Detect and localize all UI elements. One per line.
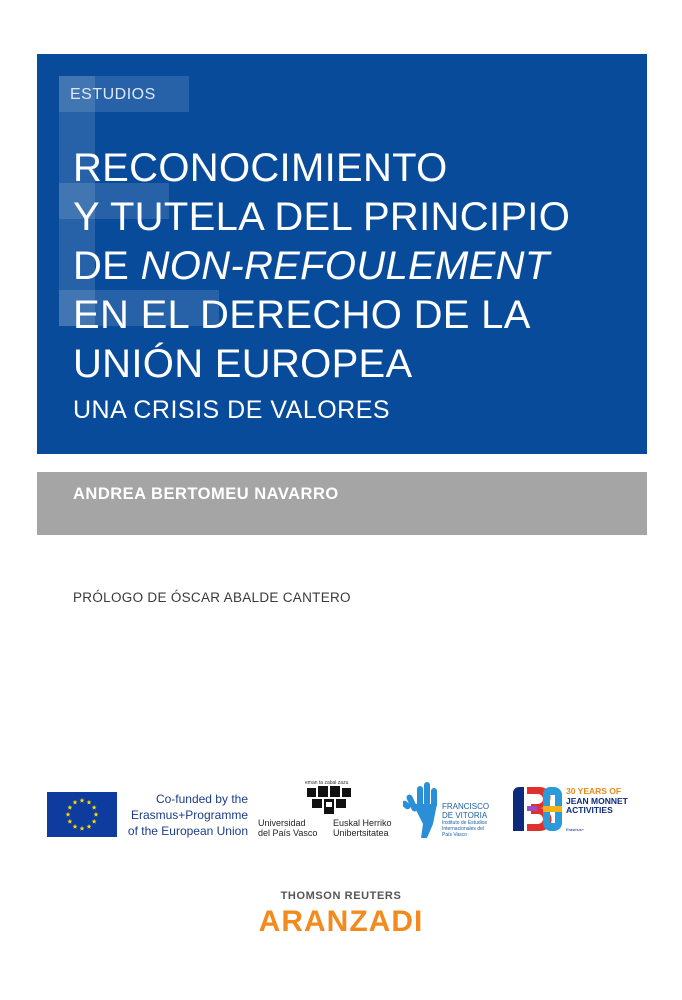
jm-line-3: ACTIVITIES [566, 805, 613, 815]
upv-eu-line-1: Euskal Herriko [333, 818, 392, 828]
upv-es-line-2: del País Vasco [258, 828, 318, 838]
jm-line-2: JEAN MONNET [566, 795, 628, 806]
title-line-2: Y TUTELA DEL PRINCIPIO [73, 195, 571, 239]
raised-hand-icon [403, 780, 443, 838]
title-line-3 [73, 242, 633, 291]
title-line-3-prefix: DE [73, 244, 141, 288]
jm-erasmus-footer: Erasmus+ [566, 827, 585, 832]
erasmus-line-3: of the European Union [127, 824, 248, 838]
erasmus-cofunding-text [118, 791, 248, 839]
francisco-de-vitoria-logo [403, 780, 498, 840]
jean-monnet-text [566, 787, 628, 816]
upv-tree-icon [307, 786, 351, 816]
title-line-5: UNIÓN EUROPEA [73, 342, 413, 386]
jean-monnet-30-emblem-icon [510, 784, 564, 834]
eu-flag-icon [47, 792, 117, 837]
prologue-credit: PRÓLOGO DE ÓSCAR ABALDE CANTERO [73, 590, 351, 605]
series-label: ESTUDIOS [70, 86, 156, 103]
upv-eu-line-2: Unibertsitatea [333, 828, 389, 838]
publisher-logo [0, 890, 682, 939]
title-line-4: EN EL DERECHO DE LA [73, 293, 531, 337]
fv-sub-line-2: Internacionales del [442, 826, 484, 832]
upv-name-spanish [258, 818, 317, 838]
publisher-imprint: ARANZADI [258, 905, 424, 938]
fv-subtitle [442, 820, 487, 838]
upv-name-basque [333, 818, 392, 838]
upv-es-line-1: Universidad [258, 818, 306, 828]
book-title [73, 144, 633, 389]
upv-ehu-logo [258, 780, 398, 840]
fv-sub-line-3: País Vasco [442, 832, 467, 838]
cover-title-panel [37, 54, 647, 454]
title-line-1: RECONOCIMIENTO [73, 146, 448, 190]
fv-title-line-1: FRANCISCO [442, 802, 490, 811]
publisher-group: THOMSON REUTERS [280, 890, 402, 902]
fv-title-line-2: DE VITORIA [442, 811, 488, 820]
sponsor-logos [0, 780, 682, 840]
upv-motto: eman ta zabal zazu [305, 780, 349, 786]
jm-line-1: 30 YEARS OF [566, 786, 622, 796]
erasmus-line-1: Co-funded by the [155, 792, 248, 806]
author-bar [37, 472, 647, 535]
fv-title [442, 802, 489, 820]
title-line-3-italic: NON-REFOULEMENT [140, 244, 550, 288]
book-subtitle: UNA CRISIS DE VALORES [73, 396, 391, 424]
author-name: ANDREA BERTOMEU NAVARRO [73, 485, 339, 503]
jean-monnet-30-years-logo [510, 784, 640, 840]
fv-sub-line-1: Instituto de Estudios [442, 820, 488, 826]
erasmus-line-2: Erasmus+Programme [130, 808, 248, 822]
